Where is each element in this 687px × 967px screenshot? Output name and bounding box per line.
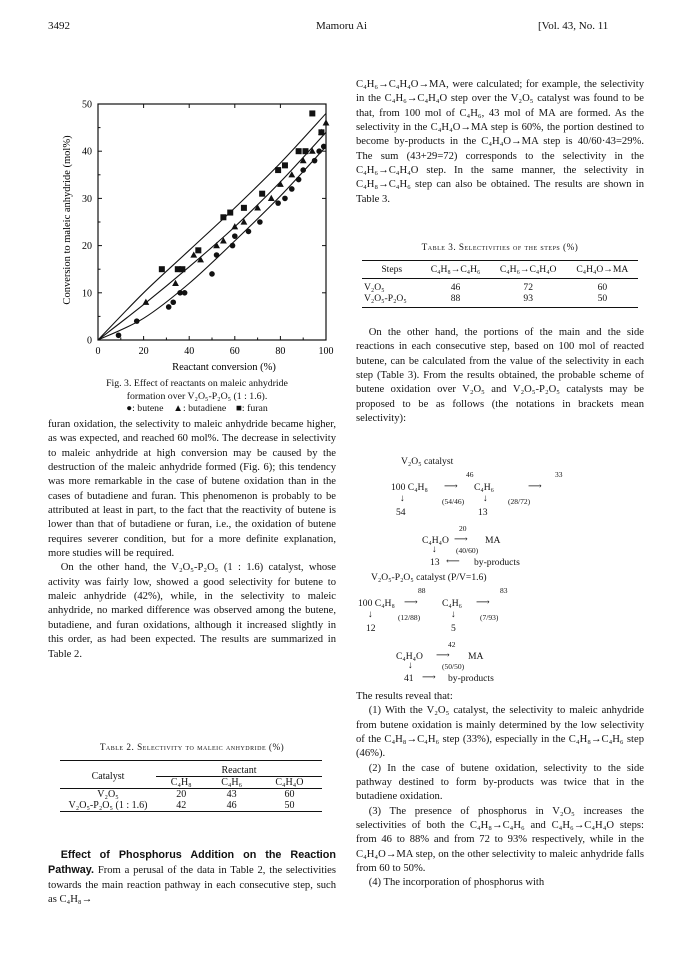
figure-3-chart [52, 92, 342, 374]
right-column-results [356, 690, 644, 891]
butene-point [232, 233, 238, 239]
scheme-2-arrow2-value: 83 [500, 586, 508, 595]
scheme-1-end: MA [485, 535, 501, 546]
butene-point [182, 290, 188, 296]
butene-point [275, 200, 281, 206]
scheme-2-arrow2-selectivity: (7/93) [480, 613, 499, 622]
butene-point [134, 318, 140, 324]
left-column-text [48, 418, 336, 662]
table-cell: V₂O₅-P₂O₅ (1 : 1.6) [68, 800, 148, 811]
x-tick-label: 60 [229, 346, 240, 357]
table-cell: V₂O₅-P₂O₅ [364, 293, 407, 304]
result-3: (3) The presence of phosphorus in V₂O₅ increases the selectivities of both the C₄H₈→C₄H₆ and C₄H₆→C₄H₄O steps: from 46 to 88% and from 72 to 93% respectively, while in the C₄H₄O→MA step, on the other selectivity to maleic anhydride falls from 60 to 50%. [356, 805, 644, 875]
scheme-2-down-arrow-2: ↓ [451, 609, 456, 620]
legend-furan-label: : furan [241, 403, 268, 414]
table-cell: 46 [226, 800, 237, 811]
scheme-2-arrow3-value: 42 [448, 640, 456, 649]
scheme-1-byproduct: by-products [474, 557, 520, 568]
scheme-1-arrow1-value: 46 [466, 470, 474, 479]
legend-butadiene-symbol: ▲ [173, 403, 183, 414]
scheme-1-down-arrow-3: ↓ [432, 544, 437, 555]
butene-point [312, 158, 318, 164]
scheme-1-down-arrow-1: ↓ [400, 493, 405, 504]
scheme-2-title: V₂O₅-P₂O₅ catalyst (P/V=1.6) [371, 572, 487, 583]
table-row [60, 800, 322, 812]
butene-point [170, 299, 176, 305]
scheme-2-byproduct-arrow: ⟶ [422, 672, 436, 683]
scheme-1-arrow3-selectivity: (40/60) [456, 546, 479, 555]
scheme-2-arrow2: ⟶ [476, 597, 490, 608]
x-tick-label: 20 [138, 346, 149, 357]
result-2: (2) In the case of butene oxidation, selectivity to the side pathway destined to form by-products was twice that in the butadiene oxidation. [356, 762, 644, 803]
furan-point [296, 148, 302, 154]
furan-point [159, 266, 165, 272]
table-3 [362, 260, 638, 308]
legend-furan-symbol: ■ [236, 403, 242, 414]
table-3-col-step1: C₄H₈→C₄H₆ [430, 264, 481, 275]
figure-caption [52, 378, 342, 416]
butadiene-point [323, 119, 330, 125]
table-cell: V₂O₅ [364, 282, 385, 293]
scheme-2-step3-start: C₄H₄O [396, 651, 423, 662]
furan-point [220, 214, 226, 220]
table-cell: 46 [450, 282, 461, 293]
legend-butene-symbol: ● [126, 403, 133, 414]
table-cell: 93 [523, 293, 533, 304]
scheme-1-arrow2-value: 33 [555, 470, 563, 479]
scheme-2-side-1: 12 [366, 623, 376, 634]
butene-point [321, 144, 327, 150]
scheme-1-arrow1-selectivity: (54/46) [442, 497, 465, 506]
left-paragraph-1: furan oxidation, the selectivity to maleic anhydride became higher, as was expected, and reached 60 mol%. The decrease in selectivity to maleic anhydride at high conversion may be caused by the destruction of the maleic anhydride formed (Fig. 6); this tendency was more remarkable in the case of butene oxidation than in the cases of butadiene and furan. This phenomenon is probably to be attributed at least in part, to the fact that the reactivity of butene is lower than that of butadiene or furan, i.e., the oxidation of butene requires severer condition, but for a more definite explanation, more studies will be required. [48, 419, 336, 560]
scheme-1-mid: C₄H₆ [474, 482, 495, 493]
caption-line-1: Fig. 3. Effect of reactants on maleic anhydride [106, 378, 288, 389]
table-2 [60, 760, 322, 812]
table-2-col-furan: C₄H₄O [275, 777, 304, 788]
legend-butene-label: : butene [132, 403, 164, 414]
butadiene-point [220, 237, 227, 243]
butene-point [282, 196, 288, 202]
butene-point [230, 243, 236, 249]
left-section-paragraph [48, 848, 336, 907]
table-cell: 43 [226, 789, 237, 800]
butene-point [209, 271, 215, 277]
butene-point [214, 252, 220, 258]
furan-point [259, 191, 265, 197]
y-tick-label: 20 [82, 241, 92, 253]
scheme-2-down-arrow-1: ↓ [368, 609, 373, 620]
scheme-2-arrow3-selectivity: (50/50) [442, 662, 465, 671]
y-tick-label: 30 [82, 193, 92, 205]
scheme-1-arrow3-value: 20 [459, 524, 467, 533]
reaction-scheme-v2o5 [356, 456, 644, 576]
right-column-text [356, 78, 644, 207]
x-tick-label: 0 [95, 346, 101, 357]
x-tick-label: 80 [275, 346, 286, 357]
chart-curves [98, 113, 326, 340]
furan-point [179, 266, 185, 272]
left-paragraph-2: On the other hand, the V₂O₅-P₂O₅ (1 : 1.6) catalyst, whose activity was fairly low, showed a good selectivity for butene to maleic anhydride (42%), while, in the selectivity to maleic anhydride, no marked difference was observed among the butene, butadiene, and furan oxidations, although it increased slightly in this order, as had been expected. The results are summarized in Table 2. [48, 562, 336, 660]
x-tick-label: 40 [184, 346, 195, 357]
scheme-2-byproduct: by-products [448, 673, 494, 684]
right-paragraph-2: On the other hand, the portions of the main and the side reactions in each consecutive step, based on 100 mol of reacted butene, can be calculated from the value of the selectivity in each step (Table 3). From the results obtained, the probable scheme of butene oxidation over V₂O₅ and V₂O₅-P₂O₅ catalysts may be proposed to be as follows (the notations in brackets mean selectivity): [356, 327, 644, 425]
scheme-1-side-2: 13 [478, 507, 488, 518]
scheme-2-start: 100 C₄H₈ [358, 598, 395, 609]
scheme-1-step3-start: C₄H₄O [422, 535, 449, 546]
scheme-2-arrow1: ⟶ [404, 597, 418, 608]
furan-point [241, 205, 247, 211]
table-row [60, 789, 322, 801]
table-3-title: Table 3. Selectivities of the steps (%) [421, 242, 579, 252]
running-head-author: Mamoru Ai [316, 20, 368, 32]
scheme-1-start: 100 C₄H₈ [391, 482, 428, 493]
y-axis-label: Conversion to maleic anhydride (mol%) [62, 135, 73, 305]
y-tick-label: 10 [82, 288, 92, 300]
y-tick-label: 40 [82, 146, 92, 158]
table-cell: V₂O₅ [97, 789, 119, 800]
chart-ticks [82, 100, 334, 358]
furan-series-line [98, 113, 326, 340]
results-intro: The results reveal that: [356, 691, 453, 702]
table-row [362, 293, 638, 308]
furan-point [282, 162, 288, 168]
furan-point [302, 148, 308, 154]
scheme-2-side-2: 5 [451, 623, 456, 634]
butene-point [300, 167, 306, 173]
section-heading: Effect of Phosphorus Addition on the Reaction Pathway. [48, 849, 336, 877]
table-3-col-steps: Steps [381, 264, 403, 275]
scheme-1-side-1: 54 [396, 507, 406, 518]
table-cell: 20 [176, 789, 187, 800]
scheme-1-byproduct-value: 13 [430, 557, 440, 568]
scheme-1-down-arrow-2: ↓ [483, 493, 488, 504]
result-4: (4) The incorporation of phosphorus with [368, 877, 545, 889]
x-tick-label: 100 [318, 346, 334, 357]
table-2-catalyst-header: Catalyst [91, 771, 125, 782]
scheme-1-arrow2-selectivity: (28/72) [508, 497, 531, 506]
scheme-2-byproduct-value: 41 [404, 673, 414, 684]
scheme-2-down-arrow-3: ↓ [408, 660, 413, 671]
table-2-col-butene: C₄H₈ [170, 777, 192, 788]
table-2-title: Table 2. Selectivity to maleic anhydride (%) [99, 742, 285, 752]
table-3-col-step2: C₄H₆→C₄H₄O [499, 264, 557, 275]
table-cell: 60 [284, 789, 295, 800]
page-number: 3492 [48, 20, 70, 32]
butene-point [289, 186, 295, 192]
y-tick-label: 50 [82, 99, 92, 111]
table-cell: 50 [597, 293, 608, 304]
butene-point [166, 304, 172, 310]
scheme-2-arrow1-value: 88 [418, 586, 426, 595]
scheme-1-byproduct-arrow: ⟵ [446, 556, 460, 567]
furan-point [227, 210, 233, 216]
table-cell: 72 [523, 282, 533, 293]
result-1: (1) With the V₂O₅ catalyst, the selectivity to maleic anhydride from butene oxidation is mainly determined by the low selectivity of the C₄H₈→C₄H₆ step (33%), especially in the C₄H₈→C₄H₆ step (46%). [356, 705, 644, 760]
butadiene-point [142, 299, 149, 305]
legend-butadiene-label: : butadiene [182, 403, 227, 414]
furan-point [275, 167, 281, 173]
table-cell: 60 [597, 282, 608, 293]
butadiene-point [241, 218, 248, 224]
butene-point [316, 148, 322, 154]
butene-point [296, 177, 302, 183]
furan-point [318, 129, 324, 135]
butene-point [257, 219, 263, 225]
running-head-volume: [Vol. 43, No. 11 [538, 20, 609, 32]
table-2-col-butadiene: C₄H₆ [221, 777, 243, 788]
table-3-col-step3: C₄H₄O→MA [576, 264, 629, 275]
scheme-1-arrow3: ⟶ [454, 534, 468, 545]
butadiene-series-line [98, 132, 326, 340]
reaction-scheme-v2o5-p2o5 [356, 572, 644, 690]
table-cell: 88 [450, 293, 461, 304]
table-cell: 50 [284, 800, 295, 811]
scheme-1-title: V₂O₅ catalyst [401, 456, 454, 467]
scheme-2-mid: C₄H₆ [442, 598, 463, 609]
right-paragraph-1: C₄H₆→C₄H₄O→MA, were calculated; for example, the selectivity in the C₄H₆→C₄H₄O step over the V₂O₅ catalyst was found to be that, from 100 mol of C₄H₆, 43 mol of MA are formed. As the selectivity in the C₄H₄O→MA step is 60%, the portion destined to become by-products in the C₄H₄O→MA step is 40/60·43=29%. The sum (43+29=72) corresponds to the selectivity in the C₄H₆→C₄H₄O step. In the same manner, the selectivity in C₄H₈→C₄H₆ step can also be obtained. The results are shown in Table 3. [356, 79, 644, 205]
scheme-2-arrow3: ⟶ [436, 650, 450, 661]
left-paragraph-3: From a perusal of the data in Table 2, the selectivities towards the main reaction pathway in each consecutive step, such as C₄H₈→ [48, 865, 337, 906]
caption-line-2: formation over V₂O₅-P₂O₅ (1 : 1.6). [126, 390, 268, 402]
scheme-1-arrow1: ⟶ [444, 481, 458, 492]
furan-point [309, 110, 315, 116]
right-column-text-2 [356, 326, 644, 426]
scheme-2-end: MA [468, 651, 484, 662]
y-tick-label: 0 [87, 335, 92, 347]
scheme-1-arrow2: ⟶ [528, 481, 542, 492]
furan-point [195, 247, 201, 253]
table-cell: 42 [176, 800, 187, 811]
butene-point [246, 229, 252, 235]
caption-legend [52, 403, 342, 416]
table-2-reactant-header: Reactant [156, 761, 322, 777]
table-row [362, 279, 638, 294]
scheme-2-arrow1-selectivity: (12/88) [398, 613, 421, 622]
butene-point [116, 332, 122, 338]
x-axis-label: Reactant conversion (%) [172, 362, 276, 373]
butadiene-point [268, 195, 275, 201]
